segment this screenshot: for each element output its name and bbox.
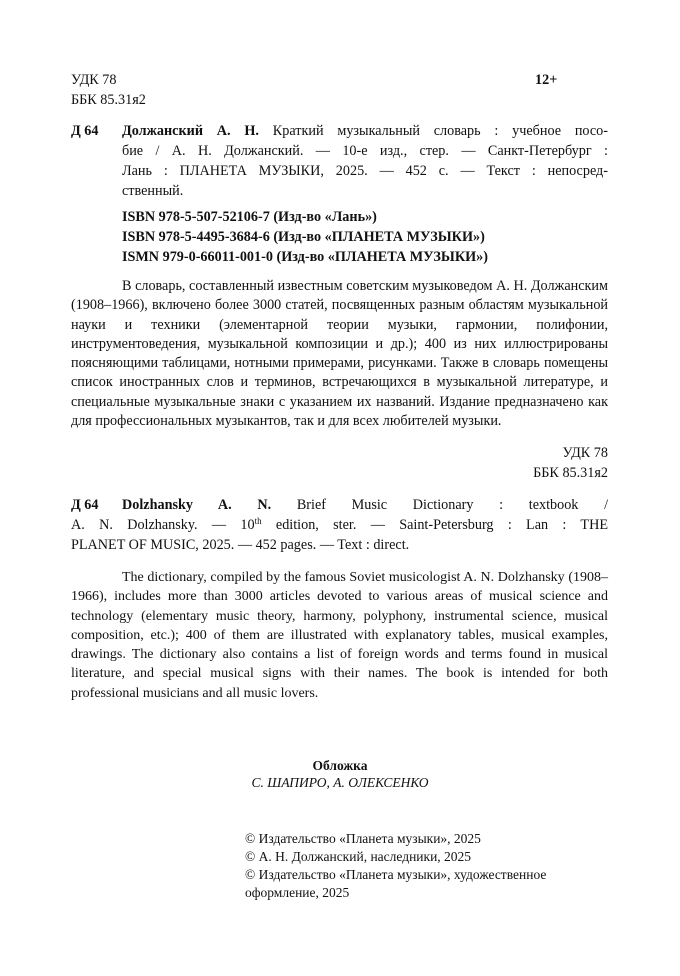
bib-line-4-ru: ственный. — [122, 183, 184, 199]
bib-line-2-ru: бие / А. Н. Должанский. — 10-е изд., стер. — Санкт-Петербург : — [122, 143, 608, 159]
bib-line-2-en: A. N. Dolzhansky. — 10th edition, ster. — Saint-Petersburg : Lan : THE — [71, 516, 608, 533]
bib-line-1-en — [122, 495, 608, 515]
abstract-en: The dictionary, compiled by the famous Soviet musicologist A. N. Dolzhansky (1908–1966), includes more than 3000 articles devoted to various areas of musical science and technology (elementary music theory, harmony, polyphony, instrumental science, musical composition, etc.); 400 of them are illustrated with explanatory tables, musical examples, drawings. The dictionary also contains a list of foreign words and terms found in musical literature, and special musical signs with their names. The book is intended for both professional musicians and all music lovers. — [71, 570, 608, 701]
author-name-en: Dolzhansky A. N. — [122, 497, 272, 513]
udk-code: УДК 78 — [71, 72, 117, 88]
cover-artists: С. ШАПИРО, А. ОЛЕКСЕНКО — [251, 775, 429, 790]
udk-code-right: УДК 78 — [562, 445, 608, 461]
ismn-planet: ISMN 979-0-66011-001-0 (Изд-во «ПЛАНЕТА МУЗЫКИ») — [122, 249, 488, 265]
copyright-line-4: оформление, 2025 — [245, 885, 350, 900]
age-rating: 12+ — [535, 72, 558, 88]
abstract-ru: В словарь, составленный известным советским музыковедом А. Н. Должанским (1908–1966), включено более 3000 статей, посвященных разным областям музыкальной науки и техники (элементарной теории музыки, гармонии, полифонии, инструментоведения, музыкальной композиции и др.); 400 из них иллюстрированы поясняющими таблицами, нотными примерами, рисунками. Также в словарь помещены список иностранных слов и терминов, встречающихся в музыкальной литературе, и специальные музыкальные знаки с указанием их названий. Издание предназначено как для профессиональных музыкантов, так и для всех любителей музыки. — [71, 278, 608, 430]
isbn-lan: ISBN 978-5-507-52106-7 (Изд-во «Лань») — [122, 209, 377, 225]
author-mark-ru: Д 64 — [71, 123, 99, 139]
bib-line-3-ru: Лань : ПЛАНЕТА МУЗЫКИ, 2025. — 452 с. — Текст : непосред- — [122, 163, 608, 179]
author-mark-en: Д 64 — [71, 497, 99, 513]
author-name-ru: Должанский А. Н. — [122, 123, 259, 139]
bbk-code: ББК 85.31я2 — [71, 92, 146, 108]
copyright-line-3: © Издательство «Планета музыки», художественное — [245, 867, 547, 882]
bib-line-1-ru — [122, 121, 608, 141]
copyright-line-1: © Издательство «Планета музыки», 2025 — [245, 831, 481, 846]
copyright-line-2: © А. Н. Должанский, наследники, 2025 — [245, 849, 472, 864]
cover-label: Обложка — [312, 758, 368, 773]
title-ru: Краткий музыкальный словарь : учебное посо- — [272, 123, 608, 139]
title-en: Brief Music Dictionary : textbook / — [296, 497, 609, 513]
bbk-code-right: ББК 85.31я2 — [533, 465, 608, 481]
isbn-planet: ISBN 978-5-4495-3684-6 (Изд-во «ПЛАНЕТА МУЗЫКИ») — [122, 229, 485, 245]
bib-line-3-en: PLANET OF MUSIC, 2025. — 452 pages. — Text : direct. — [71, 537, 410, 553]
